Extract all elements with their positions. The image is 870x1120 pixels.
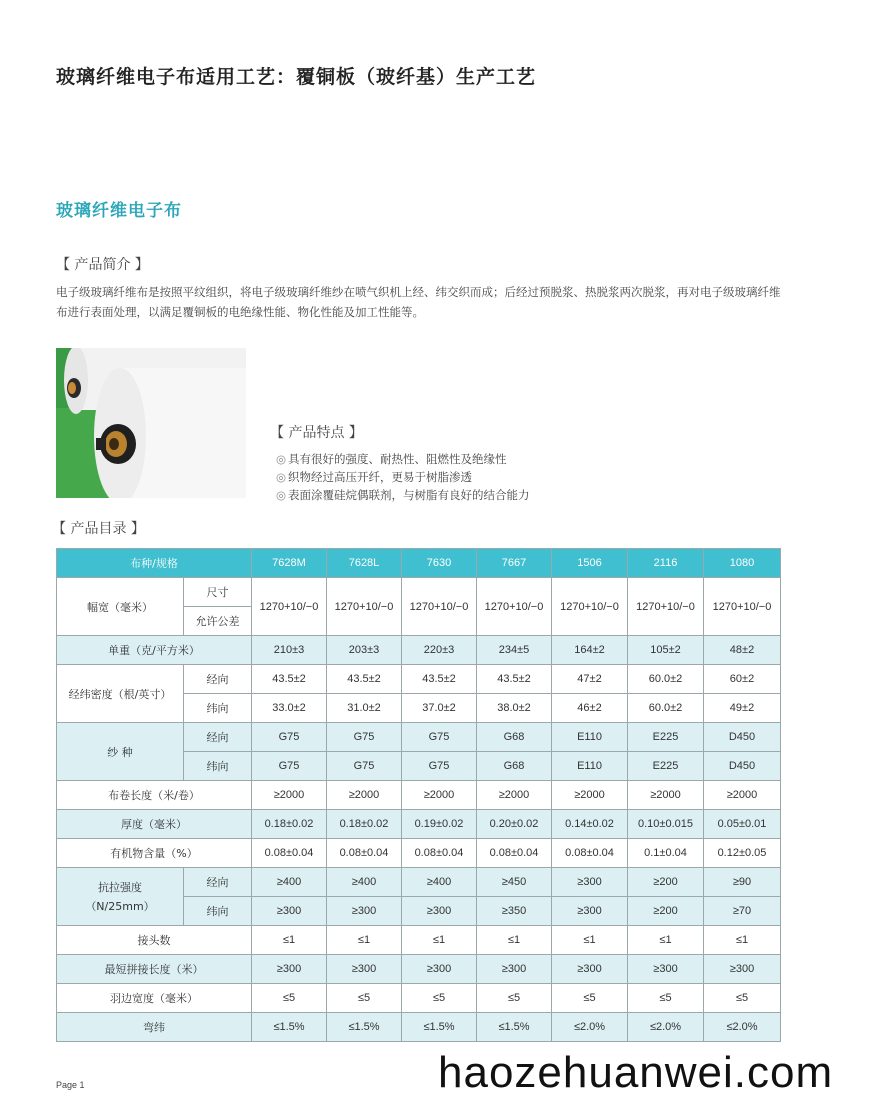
table-cell: 49±2: [704, 694, 781, 723]
sub-label-cell: 纬向: [184, 694, 252, 723]
product-photo: [56, 348, 246, 498]
feature-item: ◎ 织物经过高压开纤，更易于树脂渗透: [276, 470, 473, 484]
sub-label-cell: 经向: [184, 723, 252, 752]
table-cell: ≥90: [704, 868, 781, 897]
table-cell: 105±2: [628, 636, 704, 665]
table-cell: 0.08±0.04: [477, 839, 552, 868]
table-cell: ≥300: [252, 897, 327, 926]
table-cell: 0.08±0.04: [552, 839, 628, 868]
table-cell: ≥200: [628, 868, 704, 897]
row-label-cell: 厚度（毫米）: [57, 810, 252, 839]
table-cell: ≤5: [628, 984, 704, 1013]
watermark-text: haozehuanwei.com: [438, 1048, 834, 1097]
table-cell: G75: [252, 723, 327, 752]
model-header-cell: 7630: [402, 549, 477, 578]
table-cell: D450: [704, 723, 781, 752]
table-cell: ≥2000: [327, 781, 402, 810]
table-cell: ≥300: [402, 955, 477, 984]
table-cell: ≥300: [327, 897, 402, 926]
table-cell: G75: [402, 752, 477, 781]
table-cell: 1270+10/−0: [628, 578, 704, 636]
table-header-row: [57, 549, 781, 578]
table-cell: G68: [477, 752, 552, 781]
row-label-cell: 经纬密度（根/英寸）: [57, 665, 184, 723]
table-cell: 1270+10/−0: [402, 578, 477, 636]
bullet-icon: ◎: [276, 452, 287, 466]
table-cell: ≥2000: [252, 781, 327, 810]
table-cell: E225: [628, 723, 704, 752]
table-cell: ≥2000: [552, 781, 628, 810]
row-label-cell: 羽边宽度（毫米）: [57, 984, 252, 1013]
table-cell: ≥300: [477, 955, 552, 984]
table-cell: 0.10±0.015: [628, 810, 704, 839]
table-cell: 43.5±2: [477, 665, 552, 694]
table-row: [57, 723, 781, 752]
table-row: [57, 926, 781, 955]
row-label-cell: 纱 种: [57, 723, 184, 781]
table-cell: ≤2.0%: [552, 1013, 628, 1042]
table-cell: ≥400: [327, 868, 402, 897]
table-cell: ≤1.5%: [327, 1013, 402, 1042]
table-cell: 33.0±2: [252, 694, 327, 723]
table-cell: ≥70: [704, 897, 781, 926]
table-cell: ≥300: [628, 955, 704, 984]
table-cell: E225: [628, 752, 704, 781]
table-cell: ≤1.5%: [402, 1013, 477, 1042]
table-cell: ≤1: [552, 926, 628, 955]
table-cell: ≥2000: [628, 781, 704, 810]
table-cell: 1270+10/−0: [252, 578, 327, 636]
feature-item: ◎ 表面涂覆硅烷偶联剂，与树脂有良好的结合能力: [276, 488, 530, 502]
table-cell: 48±2: [704, 636, 781, 665]
table-cell: 60±2: [704, 665, 781, 694]
table-cell: 38.0±2: [477, 694, 552, 723]
table-cell: G75: [327, 752, 402, 781]
features-heading: 【 产品特点 】: [270, 425, 363, 441]
model-header-cell: 7628M: [252, 549, 327, 578]
header-label-cell: 布种/规格: [57, 549, 252, 578]
table-cell: ≥450: [477, 868, 552, 897]
table-cell: ≤1: [402, 926, 477, 955]
table-cell: ≥200: [628, 897, 704, 926]
model-header-cell: 7667: [477, 549, 552, 578]
sub-label-cell: 尺寸: [184, 578, 252, 607]
table-cell: ≥400: [402, 868, 477, 897]
intro-text: 电子级玻璃纤维布是按照平纹组织，将电子级玻璃纤维纱在喷气织机上经、纬交织而成；后经过预脱浆、热脱浆两次脱浆，再对电子级玻璃纤维布进行表面处理，以满足覆铜板的电绝缘性能、物化性能及加工性能等。: [56, 285, 781, 319]
table-cell: G68: [477, 723, 552, 752]
page-number: Page 1: [56, 1080, 85, 1090]
table-cell: 0.19±0.02: [402, 810, 477, 839]
row-label-cell: 单重（克/平方米）: [57, 636, 252, 665]
sub-label-cell: 纬向: [184, 752, 252, 781]
table-cell: ≥2000: [704, 781, 781, 810]
table-cell: 1270+10/−0: [704, 578, 781, 636]
table-cell: ≥300: [252, 955, 327, 984]
sub-label-cell: 经向: [184, 665, 252, 694]
table-cell: 0.12±0.05: [704, 839, 781, 868]
table-cell: 234±5: [477, 636, 552, 665]
sub-label-cell: 纬向: [184, 897, 252, 926]
table-cell: 43.5±2: [252, 665, 327, 694]
model-header-cell: 1080: [704, 549, 781, 578]
catalog-heading: 【 产品目录 】: [52, 521, 145, 537]
table-cell: G75: [252, 752, 327, 781]
table-cell: 1270+10/−0: [552, 578, 628, 636]
table-cell: ≤1: [704, 926, 781, 955]
table-cell: ≥400: [252, 868, 327, 897]
intro-heading: 【 产品简介 】: [56, 257, 149, 273]
table-cell: ≥350: [477, 897, 552, 926]
table-cell: ≤5: [477, 984, 552, 1013]
table-cell: ≥300: [552, 868, 628, 897]
table-cell: ≤1: [252, 926, 327, 955]
table-cell: E110: [552, 752, 628, 781]
row-label-line: （N/25mm）: [85, 900, 155, 913]
table-cell: ≥300: [327, 955, 402, 984]
row-label-cell: 有机物含量（%）: [57, 839, 252, 868]
table-cell: ≤1: [628, 926, 704, 955]
feature-item: ◎ 具有很好的强度、耐热性、阻燃性及绝缘性: [276, 452, 507, 466]
page-title: 玻璃纤维电子布适用工艺：覆铜板（玻纤基）生产工艺: [56, 66, 537, 88]
model-header-cell: 2116: [628, 549, 704, 578]
table-cell: 47±2: [552, 665, 628, 694]
table-row: [57, 868, 781, 897]
table-cell: 203±3: [327, 636, 402, 665]
table-row: [57, 781, 781, 810]
table-cell: 31.0±2: [327, 694, 402, 723]
table-cell: 60.0±2: [628, 665, 704, 694]
width-row: [57, 578, 781, 607]
table-cell: 0.08±0.04: [402, 839, 477, 868]
table-cell: 0.20±0.02: [477, 810, 552, 839]
table-row: [57, 665, 781, 694]
table-row: [57, 1013, 781, 1042]
table-cell: 43.5±2: [402, 665, 477, 694]
table-cell: 220±3: [402, 636, 477, 665]
table-cell: ≤2.0%: [704, 1013, 781, 1042]
table-cell: ≥300: [552, 955, 628, 984]
row-label-line: 抗拉强度: [98, 881, 142, 894]
table-cell: 0.1±0.04: [628, 839, 704, 868]
table-cell: 37.0±2: [402, 694, 477, 723]
bullet-icon: ◎: [276, 470, 287, 484]
table-cell: E110: [552, 723, 628, 752]
table-cell: G75: [402, 723, 477, 752]
table-cell: 1270+10/−0: [327, 578, 402, 636]
table-cell: ≥2000: [402, 781, 477, 810]
table-cell: 0.18±0.02: [327, 810, 402, 839]
table-cell: 0.05±0.01: [704, 810, 781, 839]
table-cell: 0.08±0.04: [327, 839, 402, 868]
table-row: [57, 984, 781, 1013]
features-list: [276, 450, 530, 504]
table-cell: ≤1.5%: [477, 1013, 552, 1042]
section-title: 玻璃纤维电子布: [56, 201, 182, 221]
table-cell: 0.14±0.02: [552, 810, 628, 839]
row-label-cell: 接头数: [57, 926, 252, 955]
table-cell: 46±2: [552, 694, 628, 723]
product-catalog-table: [56, 548, 781, 1042]
table-cell: ≥300: [552, 897, 628, 926]
table-cell: G75: [327, 723, 402, 752]
table-cell: 43.5±2: [327, 665, 402, 694]
row-label-cell: 弯纬: [57, 1013, 252, 1042]
table-cell: 1270+10/−0: [477, 578, 552, 636]
table-row: [57, 839, 781, 868]
table-cell: 0.08±0.04: [252, 839, 327, 868]
table-cell: D450: [704, 752, 781, 781]
table-row: [57, 636, 781, 665]
table-cell: ≤5: [704, 984, 781, 1013]
table-row: [57, 810, 781, 839]
table-cell: 0.18±0.02: [252, 810, 327, 839]
table-cell: ≤5: [402, 984, 477, 1013]
model-header-cell: 1506: [552, 549, 628, 578]
table-cell: 60.0±2: [628, 694, 704, 723]
table-cell: 164±2: [552, 636, 628, 665]
table-cell: ≤2.0%: [628, 1013, 704, 1042]
table-cell: ≤5: [252, 984, 327, 1013]
row-label-cell: 最短拼接长度（米）: [57, 955, 252, 984]
table-cell: 210±3: [252, 636, 327, 665]
table-cell: ≤1: [327, 926, 402, 955]
row-label-cell: 幅宽（毫米）: [57, 578, 184, 636]
row-label-cell: 布卷长度（米/卷）: [57, 781, 252, 810]
table-cell: ≤1.5%: [252, 1013, 327, 1042]
table-cell: ≥2000: [477, 781, 552, 810]
table-cell: ≥300: [704, 955, 781, 984]
sub-label-cell: 允许公差: [184, 607, 252, 636]
table-cell: ≤5: [327, 984, 402, 1013]
model-header-cell: 7628L: [327, 549, 402, 578]
bullet-icon: ◎: [276, 488, 287, 502]
sub-label-cell: 经向: [184, 868, 252, 897]
table-cell: ≤1: [477, 926, 552, 955]
table-cell: ≤5: [552, 984, 628, 1013]
fabric-rolls-image: [56, 348, 246, 498]
table-row: [57, 955, 781, 984]
row-label-cell: [57, 868, 184, 926]
table-cell: ≥300: [402, 897, 477, 926]
